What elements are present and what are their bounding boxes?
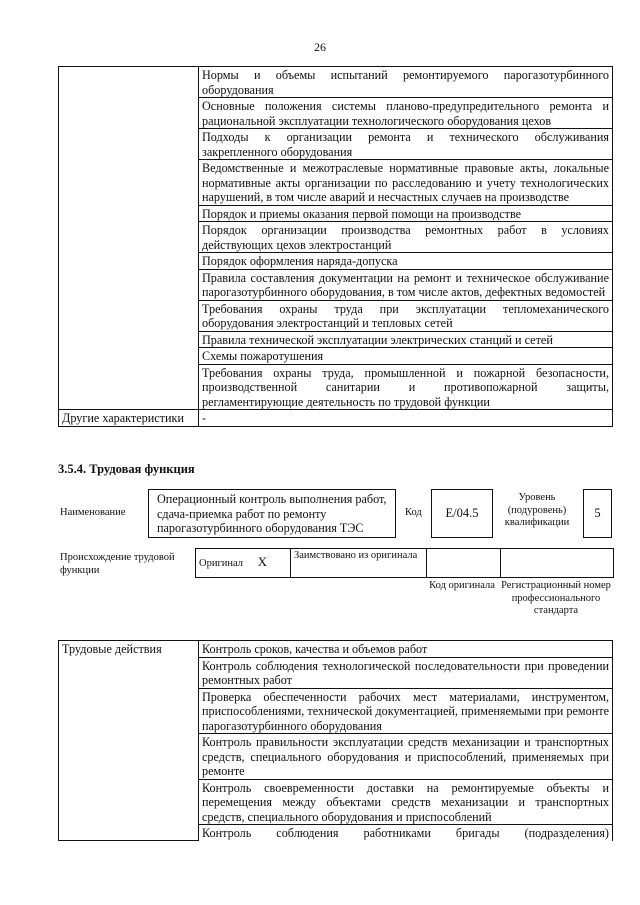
action-item: Контроль правильности эксплуатации средств механизации и транспортных средств, специального оборудования и приспособлений, применяемых при ремонте bbox=[199, 734, 613, 780]
section-title: 3.5.4. Трудовая функция bbox=[58, 462, 195, 476]
action-item: Проверка обеспеченности рабочих мест материалами, инструментом, приспособлениями, технической документацией, применяемыми при ремонте парогазотурбинного оборудования bbox=[199, 688, 613, 734]
knowledge-item: Нормы и объемы испытаний ремонтируемого парогазотурбинного оборудования bbox=[199, 67, 613, 98]
borrowed-label: Заимствовано из оригинала bbox=[291, 549, 427, 578]
knowledge-item: Требования охраны труда, промышленной и пожарной безопасности, производственной санитарии и противопожарной защиты, регламентирующие деятельность по трудовой функции bbox=[199, 364, 613, 410]
knowledge-table bbox=[58, 66, 613, 427]
action-item: Контроль своевременности доставки на ремонтируемые объекты и перемещения между объектами средств механизации и транспортных средств, специального оборудования и приспособлений bbox=[199, 779, 613, 825]
actions-table bbox=[58, 640, 613, 841]
other-characteristics-value: - bbox=[199, 410, 613, 427]
action-item: Контроль соблюдения технологической последовательности при проведении ремонтных работ bbox=[199, 657, 613, 688]
knowledge-item: Правила составления документации на ремонт и техническое обслуживание парогазотурбинного оборудования, в том числе актов, дефектных ведомостей bbox=[199, 269, 613, 300]
original-cell bbox=[196, 549, 291, 578]
origin-code-caption: Код оригинала bbox=[429, 580, 495, 591]
knowledge-item: Порядок и приемы оказания первой помощи на производстве bbox=[199, 205, 613, 222]
original-label: Оригинал bbox=[199, 558, 243, 570]
action-item: Контроль сроков, качества и объемов работ bbox=[199, 641, 613, 658]
name-value: Операционный контроль выполнения работ, сдача-приемка работ по ремонту парогазотурбинного оборудования ТЭС bbox=[157, 492, 387, 535]
level-value-box bbox=[583, 489, 612, 538]
page-number: 26 bbox=[314, 40, 326, 54]
origin-code-cell bbox=[427, 549, 501, 578]
knowledge-item: Схемы пожаротушения bbox=[199, 348, 613, 365]
knowledge-item: Порядок оформления наряда-допуска bbox=[199, 253, 613, 270]
level-label: Уровень (подуровень) квалификации bbox=[504, 492, 570, 528]
code-value-box bbox=[431, 489, 493, 538]
code-value: E/04.5 bbox=[445, 506, 479, 520]
knowledge-item: Подходы к организации ремонта и технического обслуживания закрепленного оборудования bbox=[199, 129, 613, 160]
knowledge-label-cell bbox=[59, 67, 199, 410]
action-item: Контроль соблюдения работниками бригады (подразделения) bbox=[199, 825, 613, 841]
name-value-box bbox=[148, 489, 396, 538]
reg-number-cell bbox=[501, 549, 614, 578]
code-label: Код bbox=[405, 507, 422, 518]
origin-label: Происхождение трудовой функции bbox=[60, 552, 175, 576]
knowledge-item: Основные положения системы планово-предупредительного ремонта и рациональной эксплуатации технологического оборудования цехов bbox=[199, 98, 613, 129]
level-value: 5 bbox=[594, 506, 601, 520]
knowledge-item: Требования охраны труда при эксплуатации тепломеханического оборудования электростанций и тепловых сетей bbox=[199, 300, 613, 331]
knowledge-item: Ведомственные и межотраслевые нормативные правовые акты, локальные нормативные акты организации по расследованию и учету технологических нарушений, в том числе аварий и несчастных случаев на производстве bbox=[199, 160, 613, 206]
name-label: Наименование bbox=[60, 507, 126, 518]
other-characteristics-label: Другие характеристики bbox=[59, 410, 199, 427]
original-mark: X bbox=[257, 554, 268, 570]
reg-number-caption: Регистрационный номер профессионального стандарта bbox=[501, 580, 611, 616]
actions-label: Трудовые действия bbox=[59, 641, 199, 841]
knowledge-item: Правила технической эксплуатации электрических станций и сетей bbox=[199, 331, 613, 348]
origin-table bbox=[195, 548, 614, 578]
knowledge-item: Порядок организации производства ремонтных работ в условиях действующих цехов электростанций bbox=[199, 222, 613, 253]
